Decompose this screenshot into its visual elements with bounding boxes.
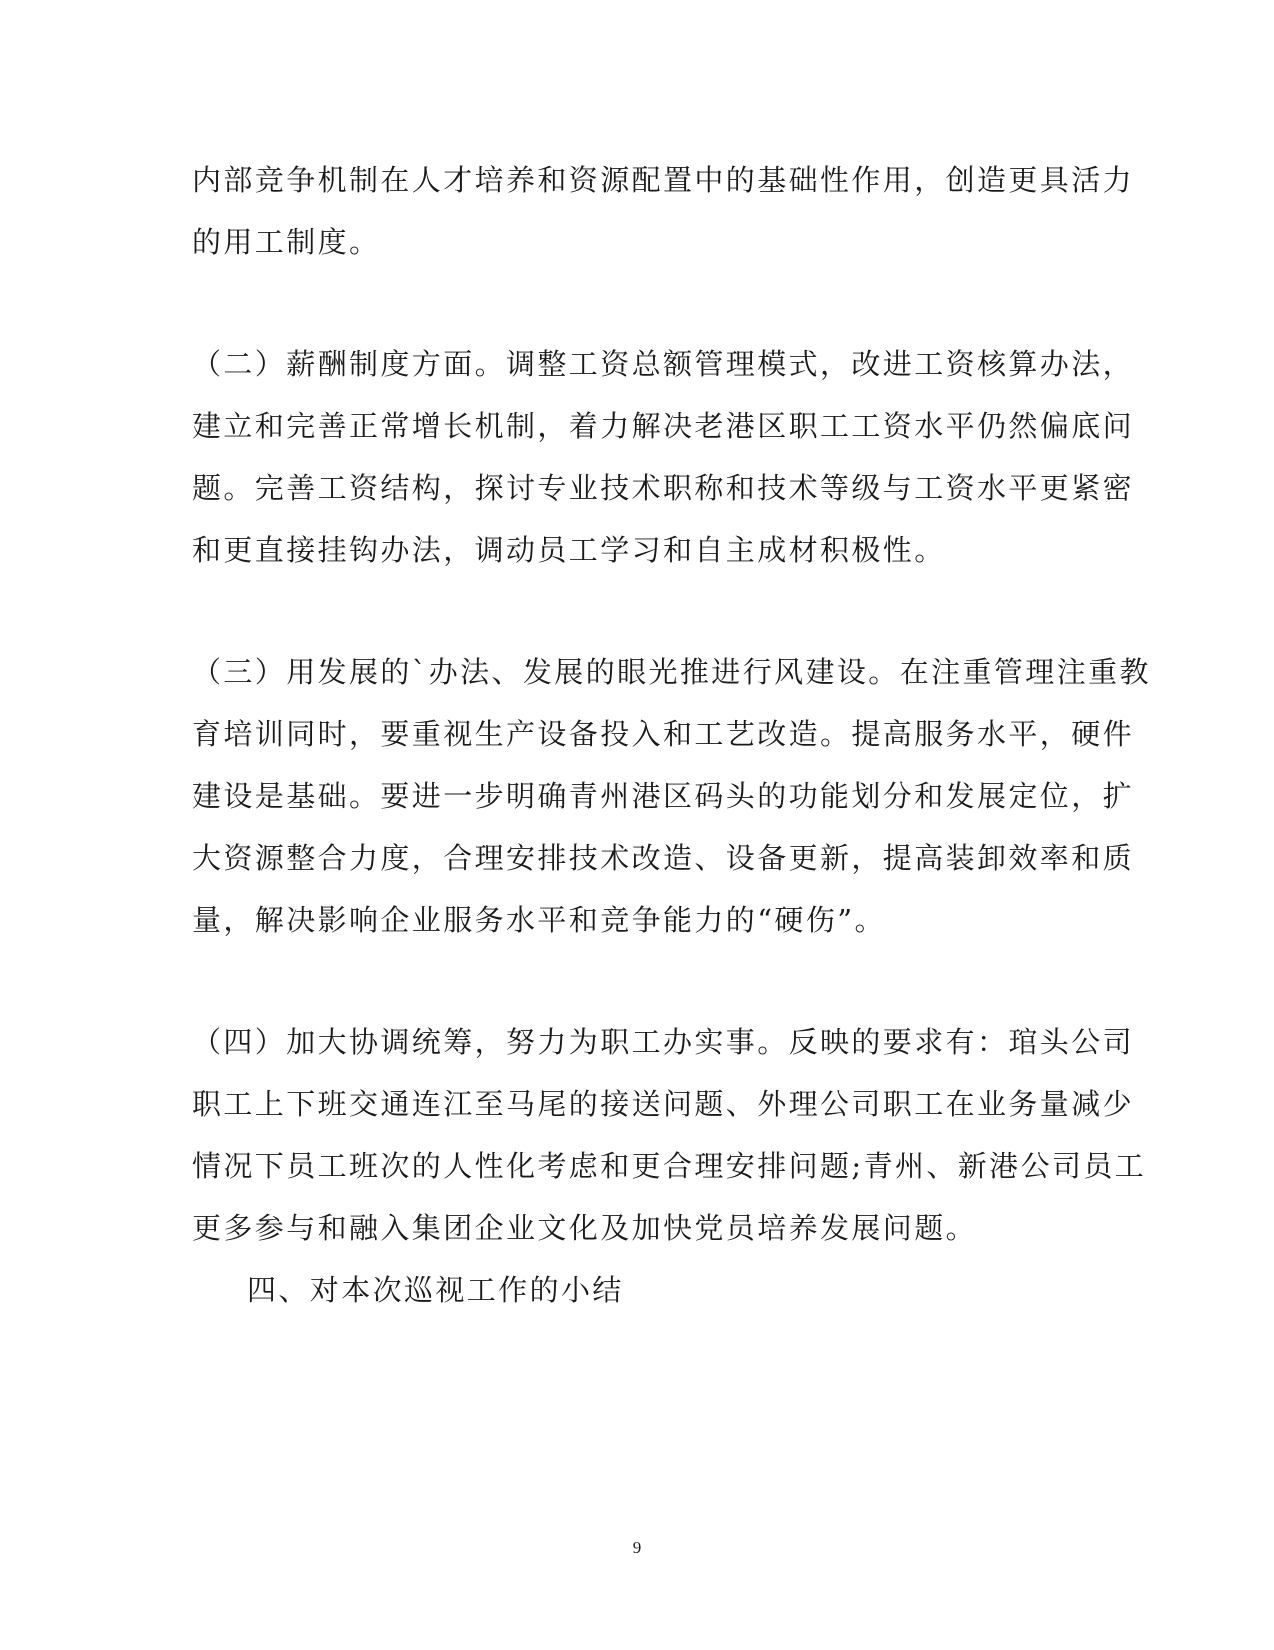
paragraph-4-line-3: 情况下员工班次的人性化考虑和更合理安排问题;青州、新港公司员工: [192, 1149, 1147, 1183]
paragraph-3-line-2: 育培训同时，要重视生产设备投入和工艺改造。提高服务水平，硬件: [192, 717, 1135, 751]
paragraph-1-line-2: 的用工制度。: [192, 225, 381, 259]
paragraph-4-line-1: （四）加大协调统筹，努力为职工办实事。反映的要求有：琯头公司: [192, 1025, 1135, 1059]
paragraph-3-line-4: 大资源整合力度，合理安排技术改造、设备更新，提高装卸效率和质: [192, 841, 1135, 875]
paragraph-2-line-4: 和更直接挂钩办法，调动员工学习和自主成材积极性。: [192, 533, 946, 567]
paragraph-2-line-3: 题。完善工资结构，探讨专业技术职称和技术等级与工资水平更紧密: [192, 471, 1135, 505]
paragraph-3-line-3: 建设是基础。要进一步明确青州港区码头的功能划分和发展定位，扩: [192, 779, 1135, 813]
paragraph-4-line-2: 职工上下班交通连江至马尾的接送问题、外理公司职工在业务量减少: [192, 1087, 1135, 1121]
paragraph-4-line-4: 更多参与和融入集团企业文化及加快党员培养发展问题。: [192, 1211, 978, 1245]
paragraph-2-line-1: （二）薪酬制度方面。调整工资总额管理模式，改进工资核算办法，: [192, 347, 1135, 381]
paragraph-3-line-1: （三）用发展的`办法、发展的眼光推进行风建设。在注重管理注重教: [192, 655, 1151, 689]
page-number: 9: [632, 1538, 642, 1557]
paragraph-2-line-2: 建立和完善正常增长机制，着力解决老港区职工工资水平仍然偏底问: [192, 409, 1135, 443]
paragraph-1-line-1: 内部竞争机制在人才培养和资源配置中的基础性作用，创造更具活力: [192, 163, 1135, 197]
paragraph-3-line-5: 量，解决影响企业服务水平和竞争能力的“硬伤”。: [192, 903, 886, 937]
section-heading: 四、对本次巡视工作的小结: [247, 1273, 624, 1307]
